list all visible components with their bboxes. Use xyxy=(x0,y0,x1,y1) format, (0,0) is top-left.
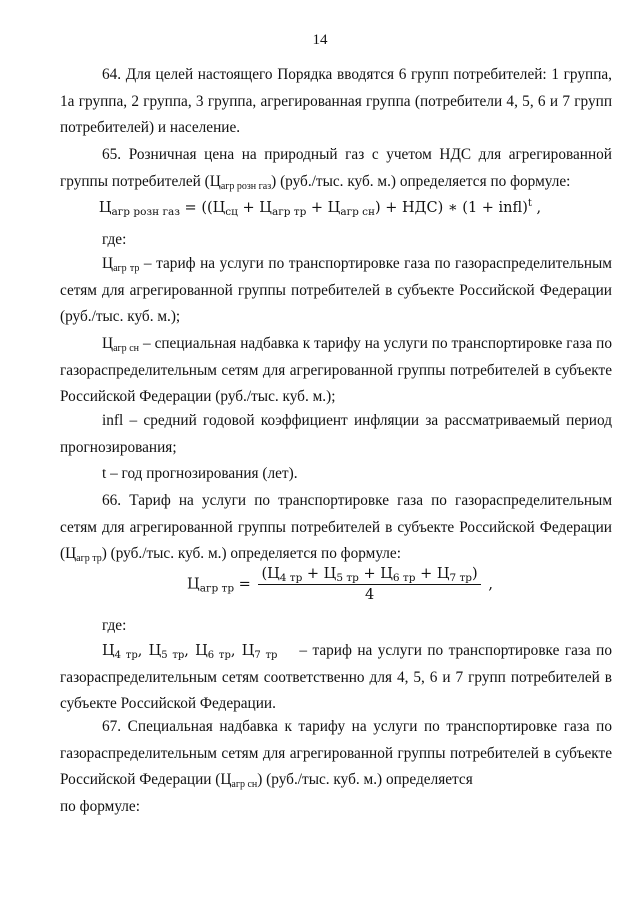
formula-transport-tariff: $Ц_{агр тр}$ = $\frac{(Ц_{4 тр} + Ц_{5 тр} + Ц_{6 тр} + Ц_{7 тр})}{4}$ , xyxy=(187,566,493,603)
definition-group-tariffs: $Ц_{4 тр}$, $Ц_{5 тр}$, $Ц_{6 тр}$, $Ц_{7 тр}$ – тариф на услуги по транспортировке газа по газораспределительным сетям соответственно для 4, 5, 6 и 7 групп потребителей в субъекте Российской Федерации. xyxy=(60,642,612,713)
page-number: 14 xyxy=(312,32,328,48)
where-label-1: где: xyxy=(102,231,127,248)
paragraph-65-subscript: агр розн газ xyxy=(220,180,272,192)
paragraph-66: 66. Тариф на услуги по транспортировке газа по газораспределительным сетям для агрегированной группы потребителей в субъекте Российской Федерации $(Ц_{агр тр})$ (руб./тыс. куб. м.) определяется по формуле: xyxy=(60,492,612,565)
paragraph-64: 64. Для целей настоящего Порядка вводятся 6 групп потребителей: 1 группа, 1а группа, 2 группа, 3 группа, агрегированная группа (потребители 4, 5, 6 и 7 групп потребителей) и население. xyxy=(60,66,612,137)
paragraph-67: 67. Специальная надбавка к тарифу на услуги по транспортировке газа по газораспределительным сетям для агрегированной группы потребителей в субъекте Российской Федерации $(Ц_{агр сн})$ (руб./тыс. куб. м.) определяется по формуле: xyxy=(60,718,612,815)
definition-special-surcharge: $Ц_{агр сн}$ – специальная надбавка к тарифу на услуги по транспортировке газа по газораспределительным сетям для агрегированной группы потребителей в субъекте Российской Федерации (руб./тыс. куб. м.); xyxy=(60,335,612,406)
definition-year: t – год прогнозирования (лет). xyxy=(102,465,298,482)
where-label-2: где: xyxy=(102,617,127,634)
paragraph-65 xyxy=(60,142,612,195)
paragraph-65-text: 65. Розничная цена на природный газ с учетом НДС для агрегированной группы потребителей (Ц xyxy=(60,146,612,190)
formula-fraction: $\frac{(Ц_{4 тр} + Ц_{5 тр} + Ц_{6 тр} + Ц_{7 тр})}{4}$ xyxy=(258,566,480,603)
definition-inflation: infl – средний годовой коэффициент инфляции за рассматриваемый период прогнозирования; xyxy=(60,412,612,456)
formula-retail-price: $Ц_{агр розн газ} = ((Ц_{сц} + Ц_{агр тр} + Ц_{агр сн}) + НДС)$ ∗ (1 + infl)$^t$ , xyxy=(98,198,542,218)
definition-transport-tariff: $Ц_{агр тр}$ – тариф на услуги по транспортировке газа по газораспределительным сетям для агрегированной группы потребителей в субъекте Российской Федерации (руб./тыс. куб. м.); xyxy=(60,255,612,326)
paragraph-65-text-end: ) (руб./тыс. куб. м.) определяется по формуле: xyxy=(271,172,571,190)
